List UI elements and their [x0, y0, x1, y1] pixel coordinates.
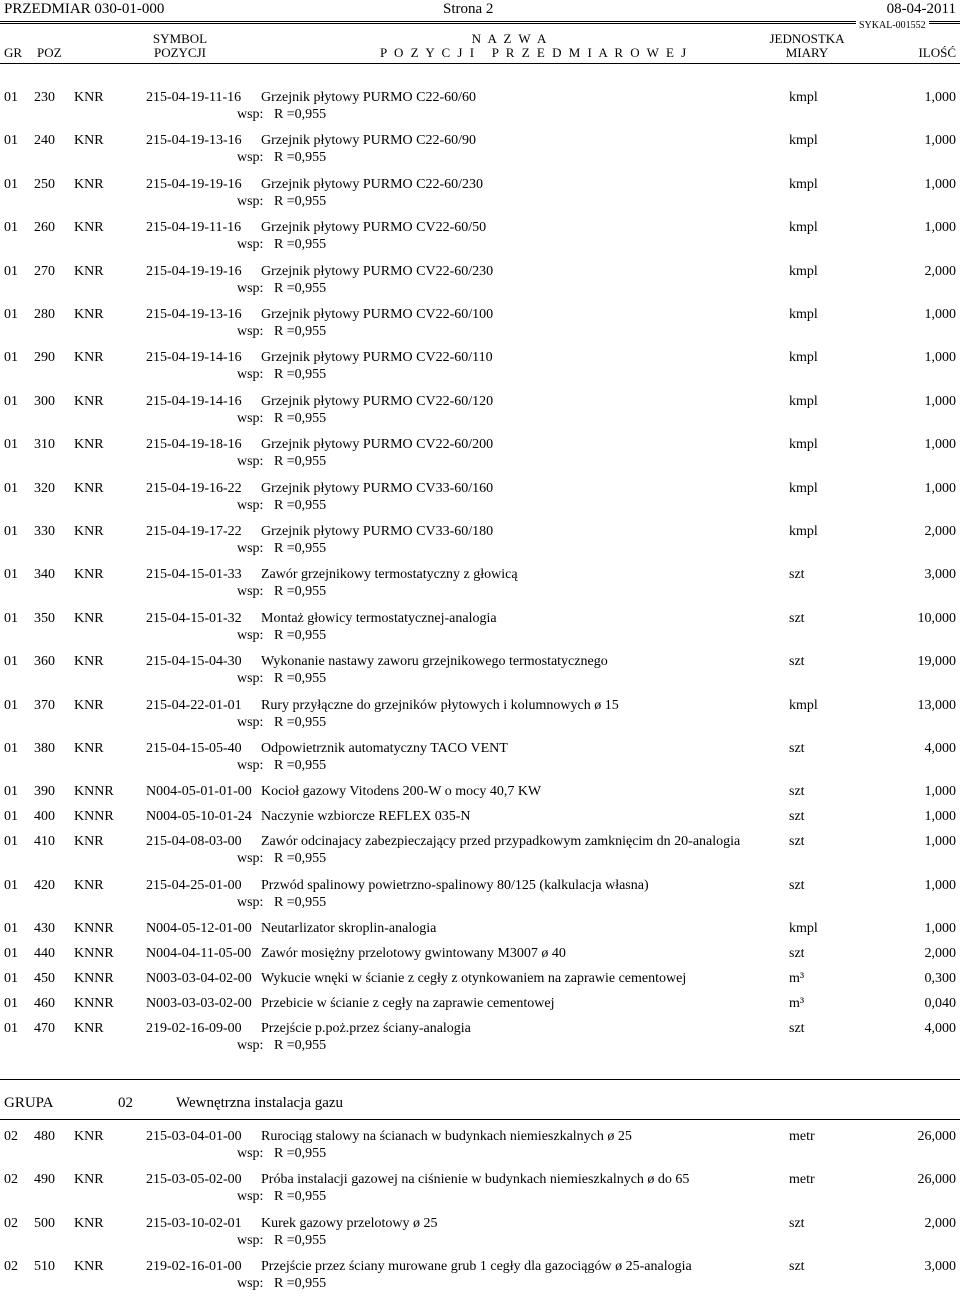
row-position-number: 300	[34, 393, 55, 409]
row-catalog-code: 215-04-08-03-00	[146, 834, 242, 850]
row-position-number: 470	[34, 1021, 55, 1037]
row-unit: szt	[789, 654, 805, 670]
document-title: PRZEDMIAR 030-01-000	[4, 1, 165, 17]
row-catalog-code: 215-04-19-17-22	[146, 524, 242, 539]
row-catalog-type: KNR	[74, 567, 104, 583]
row-catalog-type: KNR	[74, 741, 104, 756]
row-position-number: 280	[34, 307, 55, 322]
row-position-number: 390	[34, 784, 55, 800]
table-row	[0, 1216, 960, 1256]
row-description: Przwód spalinowy powietrzno-spalinowy 80/125 (kalkulacja własna)	[261, 877, 649, 893]
row-catalog-type: KNR	[74, 437, 104, 453]
row-unit: szt	[789, 784, 805, 800]
row-quantity: 1,000	[924, 90, 956, 105]
row-position-number: 490	[34, 1172, 55, 1188]
row-description: Rury przyłączne do grzejników płytowych i kolumnowych ø 15	[261, 697, 619, 713]
col-header-poz: POZ	[37, 45, 62, 60]
table-row	[0, 878, 960, 918]
group-top-rule	[0, 1079, 960, 1080]
row-catalog-type: KNR	[74, 133, 104, 149]
row-description: Zawór grzejnikowy termostatyczny z głowicą	[261, 567, 518, 583]
row-group-number: 01	[4, 877, 18, 893]
row-unit: kmpl	[789, 524, 818, 539]
row-coefficient: wsp: R =0,955	[237, 894, 327, 910]
table-row	[0, 437, 960, 477]
row-quantity: 1,000	[924, 350, 956, 366]
table-row	[0, 394, 960, 434]
row-catalog-code: 215-04-19-16-22	[146, 480, 242, 496]
row-unit: kmpl	[789, 133, 818, 149]
row-position-number: 460	[34, 996, 55, 1012]
row-coefficient: wsp: R =0,955	[237, 367, 327, 383]
row-catalog-type: KNR	[74, 610, 104, 626]
col-header-name: N A Z W A	[471, 31, 549, 46]
row-description: Grzejnik płytowy PURMO CV33-60/160	[261, 480, 494, 496]
table-row	[0, 834, 960, 874]
row-position-number: 510	[34, 1259, 55, 1275]
row-quantity: 2,000	[924, 946, 956, 962]
row-catalog-code: N003-03-04-02-00	[146, 971, 252, 987]
row-quantity: 1,000	[924, 877, 956, 893]
row-catalog-type: KNR	[74, 697, 104, 713]
row-group-number: 01	[4, 971, 18, 987]
row-position-number: 500	[34, 1215, 55, 1231]
row-coefficient: wsp: R =0,955	[237, 671, 327, 687]
row-catalog-code: 215-03-05-02-00	[146, 1172, 242, 1188]
row-catalog-type: KNR	[74, 524, 104, 539]
row-description: Zawór odcinajacy zabezpieczający przed przypadkowym zamknięcim dn 20-analogia	[261, 834, 741, 850]
table-row	[0, 350, 960, 390]
row-coefficient: wsp: R =0,955	[237, 280, 327, 296]
row-catalog-code: 215-04-15-01-33	[146, 567, 242, 583]
row-unit: szt	[789, 877, 805, 893]
row-coefficient: wsp: R =0,955	[237, 714, 327, 730]
row-description: Zawór mosiężny przelotowy gwintowany M3007 ø 40	[261, 946, 566, 962]
row-position-number: 380	[34, 741, 55, 756]
row-group-number: 01	[4, 307, 18, 322]
row-description: Przejście p.poż.przez ściany-analogia	[261, 1021, 471, 1037]
row-quantity: 4,000	[924, 741, 956, 756]
row-group-number: 01	[4, 610, 18, 626]
row-catalog-type: KNR	[74, 1129, 104, 1144]
row-position-number: 240	[34, 133, 55, 149]
row-unit: szt	[789, 809, 805, 825]
row-position-number: 400	[34, 809, 55, 825]
row-unit: szt	[789, 567, 805, 583]
row-catalog-type: KNR	[74, 263, 104, 279]
row-quantity: 0,300	[924, 971, 956, 987]
row-description: Rurociąg stalowy na ścianach w budynkach niemieszkalnych ø 25	[261, 1129, 632, 1144]
row-unit: m³	[789, 971, 805, 987]
row-quantity: 1,000	[924, 834, 956, 850]
row-position-number: 350	[34, 610, 55, 626]
row-coefficient: wsp: R =0,955	[237, 107, 327, 122]
row-description: Montaż głowicy termostatycznej-analogia	[261, 610, 497, 626]
row-group-number: 01	[4, 1021, 18, 1037]
row-unit: szt	[789, 741, 805, 756]
row-description: Przebicie w ścianie z cegły na zaprawie cementowej	[261, 996, 555, 1012]
row-description: Neutarlizator skroplin-analogia	[261, 921, 437, 937]
row-unit: szt	[789, 946, 805, 962]
row-catalog-code: 215-04-25-01-00	[146, 877, 242, 893]
row-group-number: 01	[4, 654, 18, 670]
row-group-number: 01	[4, 809, 18, 825]
row-group-number: 01	[4, 176, 18, 192]
row-description: Grzejnik płytowy PURMO CV22-60/100	[261, 307, 494, 322]
col-header-symbol: SYMBOL	[152, 31, 208, 46]
row-coefficient: wsp: R =0,955	[237, 193, 327, 209]
table-row	[0, 307, 960, 347]
row-catalog-type: KNR	[74, 307, 104, 322]
row-description: Grzejnik płytowy PURMO C22-60/60	[261, 90, 477, 105]
row-catalog-code: 219-02-16-01-00	[146, 1259, 242, 1275]
row-catalog-type: KNR	[74, 1172, 104, 1188]
table-row	[0, 133, 960, 173]
row-catalog-type: KNNR	[74, 809, 114, 825]
row-group-number: 01	[4, 220, 18, 236]
row-quantity: 26,000	[917, 1129, 956, 1144]
row-group-number: 01	[4, 393, 18, 409]
col-header-qty: ILOŚĆ	[918, 45, 956, 60]
row-position-number: 440	[34, 946, 55, 962]
group-name: Wewnętrzna instalacja gazu	[176, 1095, 344, 1111]
row-catalog-type: KNNR	[74, 971, 114, 987]
row-catalog-type: KNR	[74, 877, 104, 893]
row-quantity: 2,000	[924, 263, 956, 279]
document-date: 08-04-2011	[886, 1, 956, 17]
row-unit: metr	[789, 1172, 815, 1188]
row-group-number: 01	[4, 741, 18, 756]
row-catalog-type: KNR	[74, 1259, 104, 1275]
row-quantity: 2,000	[924, 1215, 956, 1231]
row-group-number: 02	[4, 1129, 18, 1144]
row-group-number: 01	[4, 697, 18, 713]
row-quantity: 1,000	[924, 307, 956, 322]
table-row	[0, 90, 960, 130]
row-coefficient: wsp: R =0,955	[237, 1146, 327, 1161]
row-description: Grzejnik płytowy PURMO C22-60/230	[261, 176, 484, 192]
row-description: Grzejnik płytowy PURMO CV22-60/120	[261, 393, 494, 409]
row-unit: kmpl	[789, 393, 818, 409]
header-bottom-rule	[0, 63, 960, 64]
table-row	[0, 264, 960, 304]
row-description: Odpowietrznik automatyczny TACO VENT	[261, 741, 508, 756]
row-description: Próba instalacji gazowej na ciśnienie w budynkach niemieszkalnych ø do 65	[261, 1172, 690, 1188]
table-row	[0, 1172, 960, 1212]
row-description: Naczynie wzbiorcze REFLEX 035-N	[261, 809, 471, 825]
row-quantity: 13,000	[917, 697, 956, 713]
row-quantity: 0,040	[924, 996, 956, 1012]
row-catalog-code: 215-04-22-01-01	[146, 697, 242, 713]
row-catalog-code: 215-03-04-01-00	[146, 1129, 242, 1144]
row-catalog-code: 215-04-19-14-16	[146, 393, 242, 409]
row-unit: kmpl	[789, 921, 818, 937]
row-description: Grzejnik płytowy PURMO CV22-60/50	[261, 220, 487, 236]
row-quantity: 26,000	[917, 1172, 956, 1188]
row-quantity: 1,000	[924, 133, 956, 149]
table-row	[0, 741, 960, 781]
row-unit: kmpl	[789, 263, 818, 279]
row-quantity: 1,000	[924, 480, 956, 496]
row-group-number: 01	[4, 90, 18, 105]
row-coefficient: wsp: R =0,955	[237, 497, 327, 513]
row-position-number: 250	[34, 176, 55, 192]
col-header-unit: JEDNOSTKA	[769, 31, 845, 46]
row-catalog-type: KNNR	[74, 946, 114, 962]
row-catalog-code: 215-04-19-13-16	[146, 133, 242, 149]
row-coefficient: wsp: R =0,955	[237, 1189, 327, 1205]
row-coefficient: wsp: R =0,955	[237, 410, 327, 426]
row-quantity: 1,000	[924, 393, 956, 409]
row-group-number: 01	[4, 133, 18, 149]
row-group-number: 01	[4, 834, 18, 850]
row-position-number: 450	[34, 971, 55, 987]
col-header-name-sub: P O Z Y C J I P R Z E D M I A R O W E J	[380, 45, 689, 60]
row-position-number: 260	[34, 220, 55, 236]
row-catalog-code: 215-04-19-19-16	[146, 176, 242, 192]
row-catalog-type: KNR	[74, 834, 104, 850]
row-unit: kmpl	[789, 90, 818, 105]
row-unit: szt	[789, 1215, 805, 1231]
row-group-number: 01	[4, 921, 18, 937]
row-catalog-type: KNR	[74, 220, 104, 236]
table-row	[0, 177, 960, 217]
row-catalog-code: 215-04-19-13-16	[146, 307, 242, 322]
row-catalog-type: KNR	[74, 654, 104, 670]
row-description: Wykucie wnęki w ścianie z cegły z otynkowaniem na zaprawie cementowej	[261, 971, 687, 987]
table-row	[0, 220, 960, 260]
table-row	[0, 611, 960, 651]
row-group-number: 02	[4, 1215, 18, 1231]
table-row	[0, 481, 960, 521]
row-coefficient: wsp: R =0,955	[237, 324, 327, 339]
group-label: GRUPA	[4, 1095, 54, 1111]
header-top-rule	[0, 21, 960, 24]
row-group-number: 01	[4, 263, 18, 279]
col-header-unit-sub: MIARY	[785, 45, 829, 60]
row-coefficient: wsp: R =0,955	[237, 237, 327, 253]
col-header-symbol-sub: POZYCJI	[153, 45, 206, 60]
row-unit: kmpl	[789, 176, 818, 192]
row-catalog-type: KNR	[74, 90, 104, 105]
row-unit: szt	[789, 1021, 805, 1037]
row-group-number: 02	[4, 1172, 18, 1188]
row-catalog-code: N004-05-12-01-00	[146, 921, 252, 937]
row-position-number: 360	[34, 654, 55, 670]
row-group-number: 01	[4, 784, 18, 800]
row-catalog-type: KNNR	[74, 996, 114, 1012]
row-unit: kmpl	[789, 350, 818, 366]
row-quantity: 4,000	[924, 1021, 956, 1037]
row-description: Kocioł gazowy Vitodens 200-W o mocy 40,7 KW	[261, 784, 542, 800]
row-coefficient: wsp: R =0,955	[237, 851, 327, 867]
row-position-number: 480	[34, 1129, 55, 1144]
row-position-number: 230	[34, 90, 55, 105]
row-quantity: 3,000	[924, 1259, 956, 1275]
group-bottom-rule	[0, 1119, 960, 1120]
row-quantity: 1,000	[924, 437, 956, 453]
row-unit: kmpl	[789, 697, 818, 713]
row-group-number: 01	[4, 567, 18, 583]
table-row	[0, 698, 960, 738]
row-catalog-code: 215-04-15-01-32	[146, 610, 242, 626]
row-coefficient: wsp: R =0,955	[237, 454, 327, 470]
row-position-number: 330	[34, 524, 55, 539]
row-coefficient: wsp: R =0,955	[237, 584, 327, 600]
row-catalog-code: N004-05-10-01-24	[146, 809, 252, 825]
row-catalog-code: 215-04-19-11-16	[146, 220, 242, 236]
row-unit: kmpl	[789, 220, 818, 236]
page-number: Strona 2	[443, 1, 494, 17]
row-coefficient: wsp: R =0,955	[237, 758, 327, 773]
row-description: Grzejnik płytowy PURMO CV22-60/200	[261, 437, 494, 453]
row-position-number: 420	[34, 877, 55, 893]
row-catalog-type: KNR	[74, 1021, 104, 1037]
table-row	[0, 1129, 960, 1169]
row-position-number: 410	[34, 834, 55, 850]
row-unit: szt	[789, 1259, 805, 1275]
row-catalog-type: KNNR	[74, 921, 114, 937]
row-catalog-type: KNR	[74, 350, 104, 366]
table-row	[0, 524, 960, 564]
row-position-number: 270	[34, 263, 55, 279]
row-group-number: 01	[4, 524, 18, 539]
table-row	[0, 567, 960, 607]
row-catalog-type: KNR	[74, 176, 104, 192]
row-quantity: 19,000	[917, 654, 956, 670]
row-position-number: 370	[34, 697, 55, 713]
row-catalog-code: 215-04-19-14-16	[146, 350, 242, 366]
row-unit: kmpl	[789, 307, 818, 322]
row-description: Grzejnik płytowy PURMO CV22-60/110	[261, 350, 493, 366]
row-catalog-code: N003-03-03-02-00	[146, 996, 252, 1012]
row-position-number: 290	[34, 350, 55, 366]
row-catalog-code: 215-04-19-19-16	[146, 263, 242, 279]
row-description: Grzejnik płytowy PURMO CV33-60/180	[261, 524, 494, 539]
row-unit: kmpl	[789, 480, 818, 496]
row-catalog-code: 215-04-19-18-16	[146, 437, 242, 453]
row-quantity: 1,000	[924, 809, 956, 825]
row-unit: szt	[789, 610, 805, 626]
row-catalog-code: 215-04-19-11-16	[146, 90, 242, 105]
row-catalog-code: N004-04-11-05-00	[146, 946, 252, 962]
row-group-number: 01	[4, 480, 18, 496]
row-catalog-code: 215-04-15-04-30	[146, 654, 242, 670]
row-catalog-type: KNR	[74, 1215, 104, 1231]
row-quantity: 2,000	[924, 524, 956, 539]
row-description: Przejście przez ściany murowane grub 1 cegły dla gazociągów ø 25-analogia	[261, 1259, 692, 1275]
col-header-gr: GR	[4, 45, 23, 60]
row-description: Kurek gazowy przelotowy ø 25	[261, 1215, 438, 1231]
row-coefficient: wsp: R =0,955	[237, 1232, 327, 1248]
row-coefficient: wsp: R =0,955	[237, 627, 327, 643]
row-coefficient: wsp: R =0,955	[237, 541, 327, 556]
row-unit: metr	[789, 1129, 815, 1144]
row-quantity: 1,000	[924, 220, 956, 236]
row-catalog-type: KNNR	[74, 784, 114, 800]
row-coefficient: wsp: R =0,955	[237, 1276, 327, 1292]
row-quantity: 1,000	[924, 921, 956, 937]
row-description: Grzejnik płytowy PURMO CV22-60/230	[261, 263, 494, 279]
row-catalog-type: KNR	[74, 480, 104, 496]
row-unit: m³	[789, 996, 805, 1012]
row-position-number: 340	[34, 567, 55, 583]
table-row	[0, 1021, 960, 1061]
row-group-number: 01	[4, 437, 18, 453]
group-number: 02	[118, 1095, 133, 1111]
row-catalog-code: N004-05-01-01-00	[146, 784, 252, 800]
row-description: Grzejnik płytowy PURMO C22-60/90	[261, 133, 477, 149]
row-coefficient: wsp: R =0,955	[237, 1038, 327, 1054]
row-group-number: 02	[4, 1259, 18, 1275]
row-position-number: 320	[34, 480, 55, 496]
row-coefficient: wsp: R =0,955	[237, 150, 327, 166]
row-quantity: 3,000	[924, 567, 956, 583]
row-description: Wykonanie nastawy zaworu grzejnikowego termostatycznego	[261, 654, 608, 670]
row-catalog-type: KNR	[74, 393, 104, 409]
row-position-number: 310	[34, 437, 55, 453]
row-catalog-code: 215-03-10-02-01	[146, 1215, 242, 1231]
row-catalog-code: 215-04-15-05-40	[146, 741, 242, 756]
row-position-number: 430	[34, 921, 55, 937]
row-catalog-code: 219-02-16-09-00	[146, 1021, 242, 1037]
row-quantity: 10,000	[917, 610, 956, 626]
system-code: SYKAL-001552	[856, 20, 929, 31]
row-quantity: 1,000	[924, 784, 956, 800]
row-group-number: 01	[4, 996, 18, 1012]
row-unit: kmpl	[789, 437, 818, 453]
row-group-number: 01	[4, 946, 18, 962]
row-group-number: 01	[4, 350, 18, 366]
row-quantity: 1,000	[924, 176, 956, 192]
table-row	[0, 1259, 960, 1299]
table-row	[0, 654, 960, 694]
row-unit: szt	[789, 834, 805, 850]
